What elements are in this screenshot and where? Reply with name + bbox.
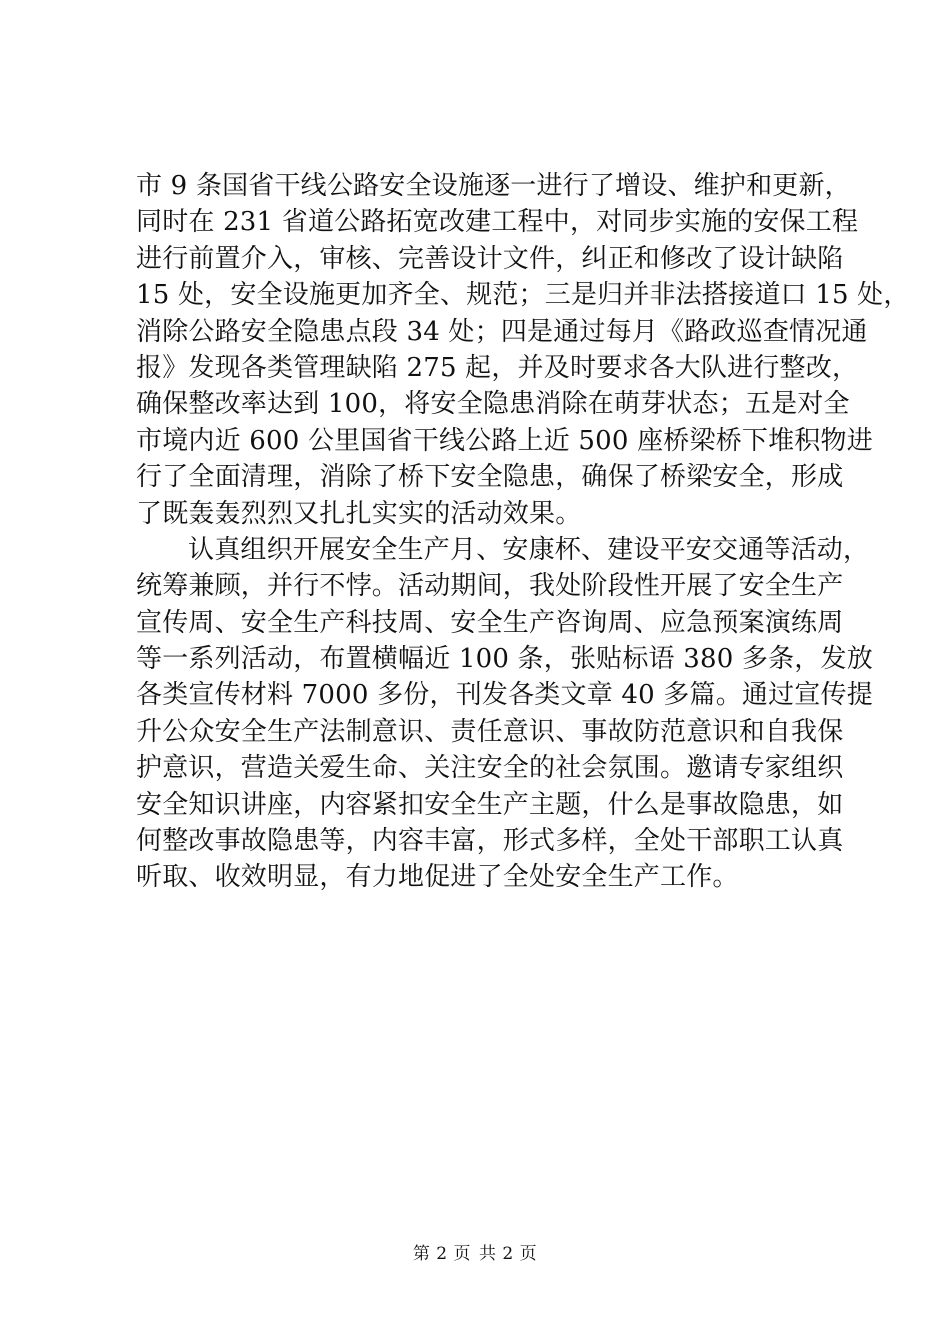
document-body: [136, 168, 910, 896]
text-line: 进行前置介入，审核、完善设计文件，纠正和修改了设计缺陷: [136, 243, 844, 274]
text-line: 同时在 231 省道公路拓宽改建工程中，对同步实施的安保工程: [136, 207, 859, 238]
text-line: 何整改事故隐患等，内容丰富，形式多样，全处干部职工认真: [136, 826, 844, 857]
text-line: 消除公路安全隐患点段 34 处；四是通过每月《路政巡查情况通: [136, 316, 868, 347]
text-line: 了既轰轰烈烈又扎扎实实的活动效果。: [136, 498, 582, 529]
text-line: 行了全面清理，消除了桥下安全隐患，确保了桥梁安全，形成: [136, 462, 844, 493]
page-number: 第 2 页: [412, 1244, 471, 1264]
text-line: 升公众安全生产法制意识、责任意识、事故防范意识和自我保: [136, 716, 844, 747]
page-footer: [0, 1243, 950, 1265]
paragraph-1: [136, 168, 910, 532]
text-line: 各类宣传材料 7000 多份，刊发各类文章 40 多篇。通过宣传提: [136, 680, 873, 711]
paragraph-2: [136, 532, 873, 896]
text-line: 市 9 条国省干线公路安全设施逐一进行了增设、维护和更新，: [136, 171, 851, 201]
text-line: 安全知识讲座，内容紧扣安全生产主题，什么是事故隐患，如: [136, 789, 844, 820]
text-line: 认真组织开展安全生产月、安康杯、建设平安交通等活动，: [188, 534, 870, 565]
text-line: 等一系列活动，布置横幅近 100 条，张贴标语 380 多条，发放: [136, 644, 873, 675]
text-line: 宣传周、安全生产科技周、安全生产咨询周、应急预案演练周: [136, 607, 844, 638]
text-line: 护意识，营造关爱生命、关注安全的社会氛围。邀请专家组织: [136, 753, 844, 784]
text-line: 听取、收效明显，有力地促进了全处安全生产工作。: [136, 862, 739, 893]
text-line: 市境内近 600 公里国省干线公路上近 500 座桥梁桥下堆积物进: [136, 425, 873, 456]
text-line: 统筹兼顾，并行不悖。活动期间，我处阶段性开展了安全生产: [136, 571, 844, 602]
text-line: 确保整改率达到 100，将安全隐患消除在萌芽状态；五是对全: [136, 389, 850, 420]
text-line: 报》发现各类管理缺陷 275 起，并及时要求各大队进行整改，: [136, 352, 859, 383]
text-line: 15 处，安全设施更加齐全、规范；三是归并非法搭接道口 15 处，: [136, 280, 910, 311]
page-total: 共 2 页: [479, 1244, 538, 1264]
